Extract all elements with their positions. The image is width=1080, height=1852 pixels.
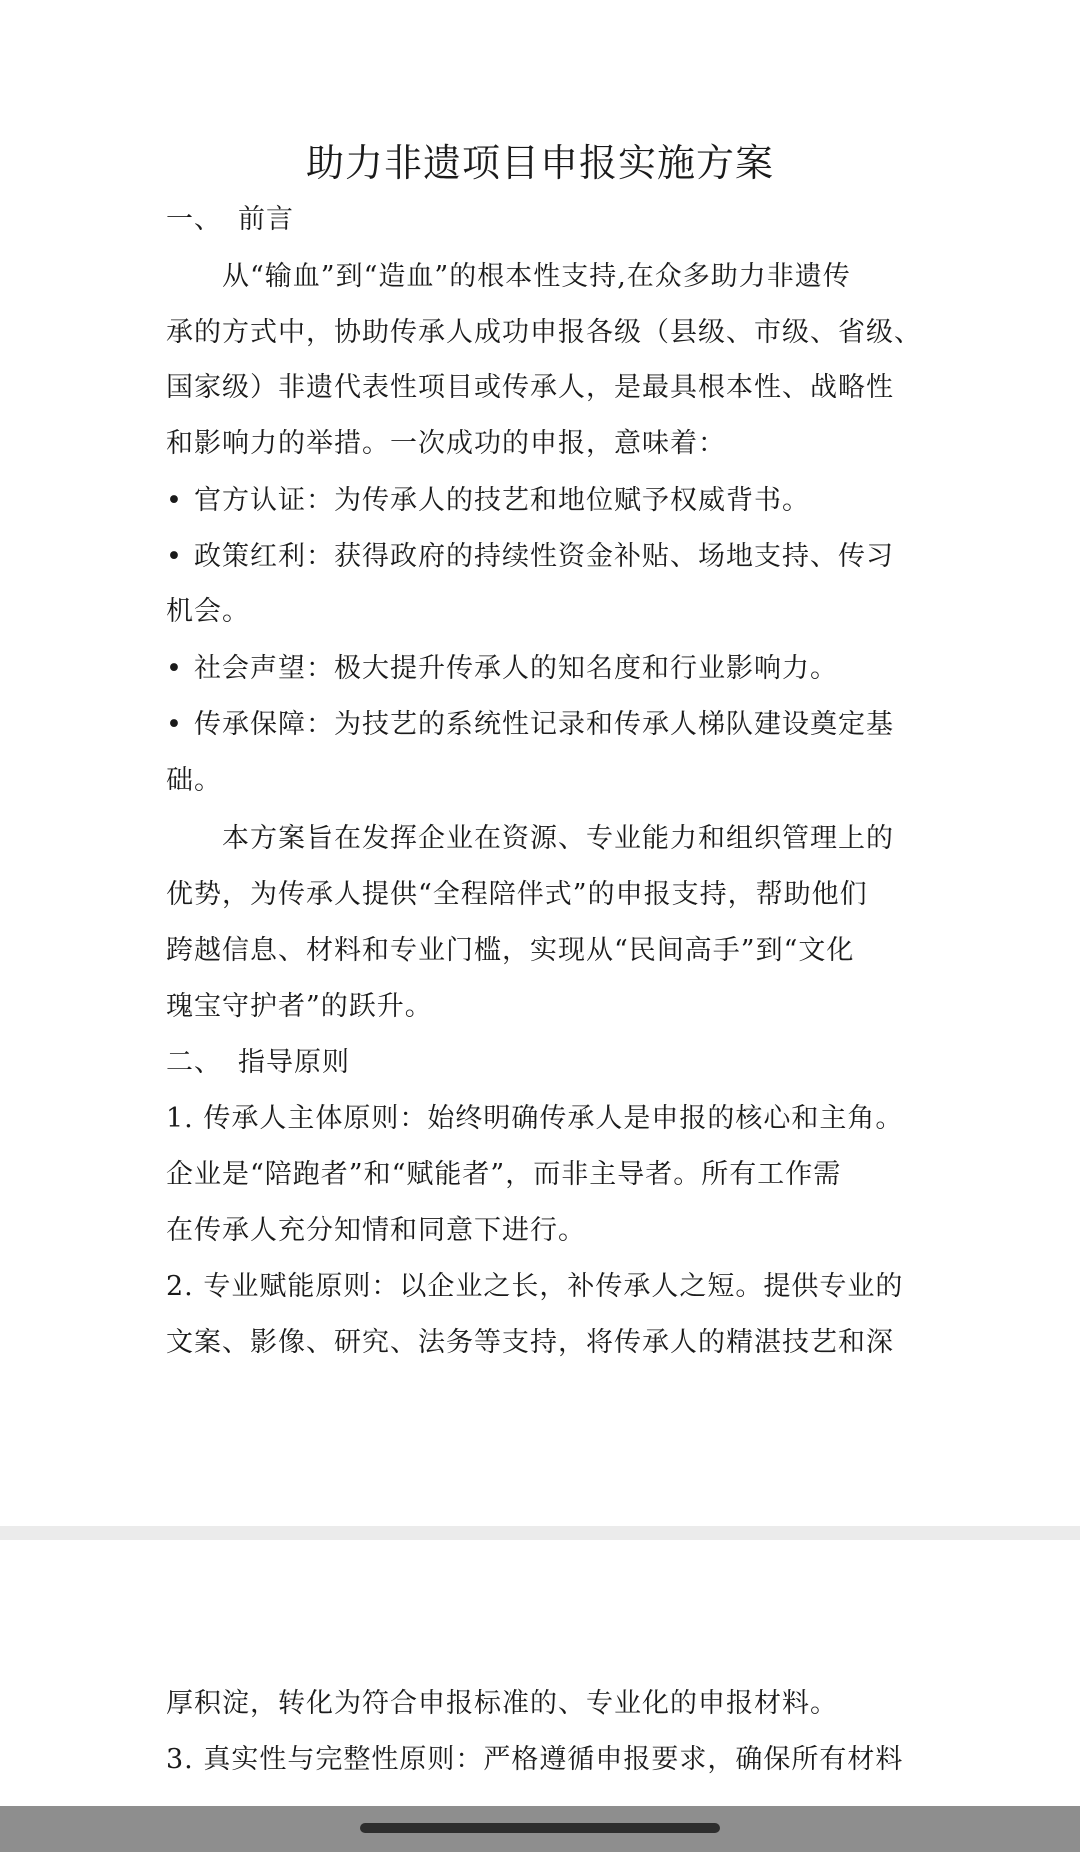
- bullet-icon: •: [166, 485, 183, 516]
- section-1-number: 一、: [166, 204, 222, 235]
- section-1-heading: [166, 200, 294, 240]
- bullet-text: 社会声望：极大提升传承人的知名度和行业影响力。: [194, 653, 838, 684]
- bullet-text-continuation: 础。: [166, 765, 222, 796]
- principle-line: 1. 传承人主体原则：始终明确传承人是申报的核心和主角。: [166, 1103, 904, 1134]
- bullet-item-policy-dividend: [166, 537, 894, 577]
- paragraph-line: 从“输血”到“造血”的根本性支持,在众多助力非遗传: [222, 261, 851, 292]
- page-separator: [0, 1526, 1080, 1540]
- principle-line: 文案、影像、研究、法务等支持，将传承人的精湛技艺和深: [166, 1327, 894, 1358]
- bullet-text: 政策红利：获得政府的持续性资金补贴、场地支持、传习: [194, 541, 894, 572]
- bullet-text-continuation: 机会。: [166, 596, 250, 627]
- bullet-item-inheritance-guarantee: [166, 705, 894, 745]
- bullet-icon: •: [166, 541, 183, 572]
- bullet-icon: •: [166, 653, 183, 684]
- home-indicator-icon[interactable]: [360, 1823, 720, 1833]
- section-1-title: 前言: [238, 204, 294, 235]
- paragraph-line: 和影响力的举措。一次成功的申报，意味着：: [166, 428, 726, 459]
- bullet-text: 传承保障：为技艺的系统性记录和传承人梯队建设奠定基: [194, 709, 894, 740]
- section-2-number: 二、: [166, 1047, 222, 1078]
- section-2-heading: [166, 1043, 350, 1083]
- bottom-system-bar: [0, 1806, 1080, 1852]
- paragraph-line: 跨越信息、材料和专业门槛，实现从“民间高手”到“文化: [166, 935, 855, 966]
- section-2-title: 指导原则: [238, 1047, 350, 1078]
- bullet-item-official-certification: [166, 481, 810, 521]
- principle-line: 企业是“陪跑者”和“赋能者”，而非主导者。所有工作需: [166, 1159, 842, 1190]
- bullet-item-social-reputation: [166, 649, 838, 689]
- document-title: 助力非遗项目申报实施方案: [305, 141, 774, 185]
- paragraph-line: 承的方式中，协助传承人成功申报各级（县级、市级、省级、: [166, 317, 922, 348]
- bullet-text: 官方认证：为传承人的技艺和地位赋予权威背书。: [194, 485, 810, 516]
- paragraph-line: 本方案旨在发挥企业在资源、专业能力和组织管理上的: [222, 823, 894, 854]
- paragraph-line: 厚积淀，转化为符合申报标准的、专业化的申报材料。: [166, 1688, 838, 1719]
- principle-line: 3. 真实性与完整性原则：严格遵循申报要求，确保所有材料: [166, 1744, 904, 1775]
- paragraph-line: 瑰宝守护者”的跃升。: [166, 991, 433, 1022]
- principle-line: 在传承人充分知情和同意下进行。: [166, 1215, 586, 1246]
- paragraph-line: 优势，为传承人提供“全程陪伴式”的申报支持，帮助他们: [166, 879, 868, 910]
- principle-line: 2. 专业赋能原则：以企业之长，补传承人之短。提供专业的: [166, 1271, 904, 1302]
- paragraph-line: 国家级）非遗代表性项目或传承人，是最具根本性、战略性: [166, 372, 894, 403]
- bullet-icon: •: [166, 709, 183, 740]
